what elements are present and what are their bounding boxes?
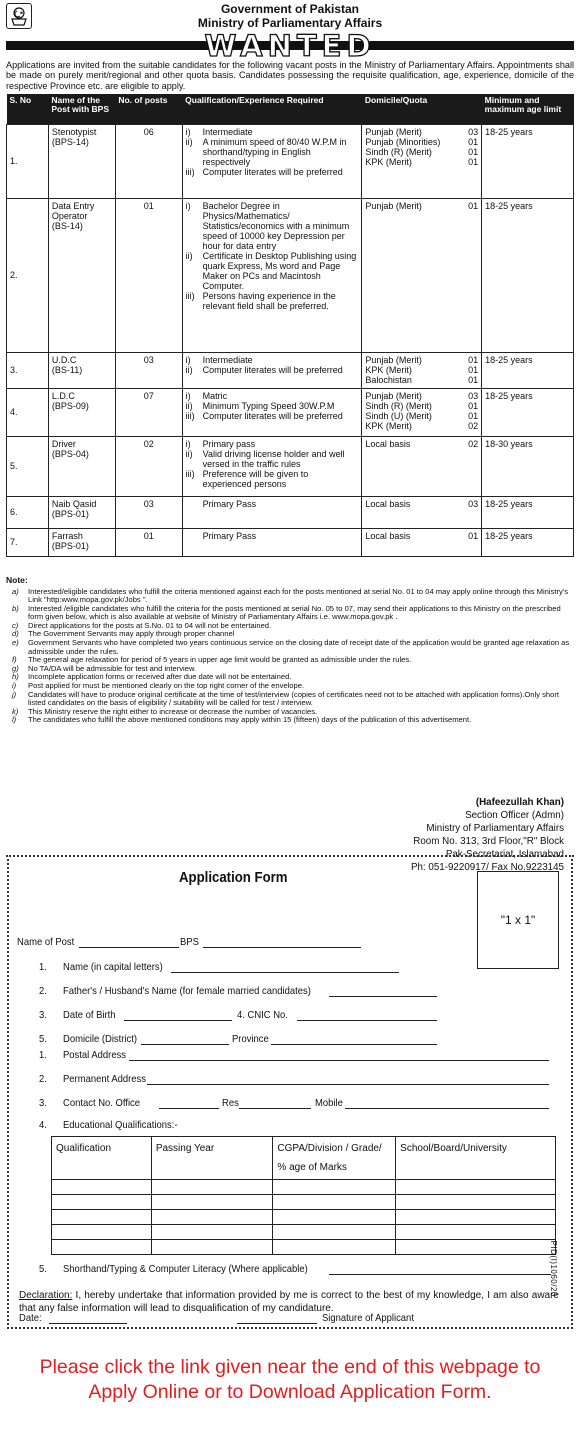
serial-number-cell: 4. bbox=[7, 388, 49, 436]
res-label: Res bbox=[222, 1097, 239, 1109]
qualification-item bbox=[186, 439, 359, 449]
post-bps: (BS-11) bbox=[51, 364, 83, 375]
father-name-label: Father's / Husband's Name (for female married candidates) bbox=[63, 985, 311, 997]
quota-count: 01 bbox=[468, 146, 479, 157]
qualification-number: i) bbox=[185, 354, 191, 365]
qualification-text: Primary pass bbox=[202, 438, 256, 449]
vacancy-table bbox=[6, 94, 574, 557]
quota-name: Sindh (R) (Merit) bbox=[365, 400, 432, 411]
qualification-item bbox=[186, 391, 359, 401]
note-letter: b) bbox=[12, 603, 19, 613]
education-cell[interactable] bbox=[273, 1225, 396, 1240]
quota-item bbox=[365, 157, 478, 167]
qualification-cell bbox=[182, 496, 362, 528]
age-limit-cell: 18-25 years bbox=[482, 388, 574, 436]
quota-cell bbox=[362, 388, 482, 436]
education-cell[interactable] bbox=[151, 1210, 273, 1225]
banner-line-2: Apply Online or to Download Application Form. bbox=[88, 1380, 492, 1403]
education-cell[interactable] bbox=[396, 1240, 556, 1255]
education-cell[interactable] bbox=[396, 1225, 556, 1240]
age-limit-cell: 18-25 years bbox=[482, 352, 574, 388]
quota-name: KPK (Merit) bbox=[365, 364, 412, 375]
qualification-number: ii) bbox=[185, 448, 193, 459]
education-cell[interactable] bbox=[273, 1240, 396, 1255]
education-column-header: Passing Year bbox=[151, 1137, 273, 1180]
qualification-text: Intermediate bbox=[202, 354, 253, 365]
qualification-cell bbox=[182, 436, 362, 496]
education-cell[interactable] bbox=[52, 1240, 152, 1255]
table-row bbox=[7, 496, 574, 528]
quota-count: 01 bbox=[468, 156, 479, 167]
column-header: Domicile/Quota bbox=[362, 94, 482, 124]
cnic-field[interactable] bbox=[297, 1020, 437, 1021]
note-text: Interested/eligible candidates who fulfill the criteria mentioned against each for the posts mentioned at serial No. 01 to 04 may apply online through this Ministry's Link "http:www.mopa.gov.pk/Jobs ". bbox=[28, 586, 569, 605]
education-cell[interactable] bbox=[396, 1195, 556, 1210]
photo-box: "1 x 1" bbox=[477, 871, 559, 969]
signatory-room: Room No. 313, 3rd Floor,"R" Block bbox=[413, 836, 564, 848]
pakistan-emblem-icon bbox=[6, 3, 32, 29]
quota-cell bbox=[362, 528, 482, 556]
education-cell[interactable] bbox=[52, 1195, 152, 1210]
quota-item bbox=[365, 201, 478, 211]
quota-name: Local basis bbox=[365, 438, 411, 449]
post-name: U.D.C bbox=[51, 354, 77, 365]
note-letter: h) bbox=[12, 672, 19, 682]
signatory-phone: Ph: 051-9220917/ Fax No.9223145 bbox=[410, 862, 564, 874]
cut-line bbox=[6, 855, 574, 857]
education-cell[interactable] bbox=[151, 1180, 273, 1195]
dob-field[interactable] bbox=[124, 1020, 232, 1021]
contact-label: Contact No. Office bbox=[63, 1097, 141, 1109]
education-cell[interactable] bbox=[273, 1180, 396, 1195]
post-count-cell: 01 bbox=[115, 528, 182, 556]
quota-name: Balochistan bbox=[365, 374, 412, 385]
bps-field[interactable] bbox=[203, 947, 361, 948]
education-cell[interactable] bbox=[396, 1180, 556, 1195]
province-field[interactable] bbox=[271, 1044, 437, 1045]
note-text: Direct applications for the posts at S.No. 01 to 04 will not be entertained. bbox=[28, 620, 272, 630]
quota-item bbox=[365, 355, 478, 365]
qualification-number: iii) bbox=[185, 166, 195, 177]
qualification-item bbox=[186, 365, 359, 375]
item-number: 5. bbox=[39, 1263, 47, 1275]
qualification-cell bbox=[182, 124, 362, 198]
post-name: Driver bbox=[51, 438, 76, 449]
note-item bbox=[6, 605, 574, 622]
quota-count: 03 bbox=[468, 498, 479, 509]
domicile-label: Domicile (District) bbox=[63, 1033, 138, 1045]
signatory-name: (Hafeezullah Khan) bbox=[475, 797, 564, 808]
qualification-item bbox=[186, 469, 359, 489]
post-cell bbox=[48, 198, 115, 352]
quota-name: KPK (Merit) bbox=[365, 156, 412, 167]
serial-number-cell: 3. bbox=[7, 352, 49, 388]
quota-item bbox=[365, 421, 478, 431]
application-form bbox=[7, 859, 573, 1329]
quota-count: 01 bbox=[468, 400, 479, 411]
serial-number-cell: 1. bbox=[7, 124, 49, 198]
note-item bbox=[6, 691, 574, 708]
age-limit-cell: 18-25 years bbox=[482, 496, 574, 528]
quota-count: 03 bbox=[468, 390, 479, 401]
qualification-text: Computer literates will be preferred bbox=[202, 166, 343, 177]
post-count-cell: 03 bbox=[115, 352, 182, 388]
post-count-cell: 06 bbox=[115, 124, 182, 198]
note-text: Government Servants who have completed two years continuous service on the closing date of receipt date of the application would be granted age relaxation as admissible under the rules. bbox=[28, 638, 570, 656]
post-bps: (BPS-14) bbox=[51, 136, 89, 147]
qualification-number: iii) bbox=[185, 468, 195, 479]
quota-name: Punjab (Merit) bbox=[365, 200, 422, 211]
qualification-number: iii) bbox=[185, 291, 195, 302]
qualification-cell bbox=[182, 388, 362, 436]
education-row bbox=[52, 1225, 556, 1240]
qualification-item bbox=[186, 291, 359, 311]
qualification-number: i) bbox=[185, 438, 191, 449]
qualification-number: i) bbox=[185, 390, 191, 401]
qualification-number bbox=[186, 499, 203, 509]
education-row bbox=[52, 1210, 556, 1225]
office-phone-field[interactable] bbox=[159, 1108, 219, 1109]
signatory-designation: Section Officer (Admn) bbox=[465, 810, 564, 822]
quota-cell bbox=[362, 436, 482, 496]
qualification-item bbox=[186, 411, 359, 421]
post-bps: (BPS-04) bbox=[51, 448, 89, 459]
qualification-item bbox=[186, 499, 359, 509]
note-text: Interested /eligible candidates who fulfill the criteria for the posts mentioned at serial No. 05 to 07, may send their applications to this Ministry on the prescribed form given below, which is also available at website of Ministry of Parliamentary Affairs i.e. www.mopa.gov.pk . bbox=[28, 603, 561, 622]
post-label: Name of Post bbox=[17, 936, 75, 948]
table-row bbox=[7, 436, 574, 496]
quota-cell bbox=[362, 198, 482, 352]
quota-item bbox=[365, 391, 478, 401]
postal-address-label: Postal Address bbox=[63, 1049, 127, 1061]
quota-count: 02 bbox=[468, 420, 479, 431]
qualification-text: Certificate in Desktop Publishing using quark Express, Ms word and Page Maker on PCs and Macintosh Computer. bbox=[202, 250, 357, 292]
quota-count: 02 bbox=[468, 438, 479, 449]
post-bps: (BPS-01) bbox=[51, 508, 89, 519]
note-text: The general age relaxation for period of 5 years in upper age limit would be granted as admissible under the rules. bbox=[28, 655, 412, 665]
quota-item bbox=[365, 127, 478, 137]
notes-title: Note: bbox=[6, 575, 28, 585]
table-row bbox=[7, 528, 574, 556]
education-cell[interactable] bbox=[52, 1180, 152, 1195]
quota-item bbox=[365, 365, 478, 375]
mobile-field[interactable] bbox=[345, 1108, 549, 1109]
qualification-text: Intermediate bbox=[202, 126, 253, 137]
qualification-number: i) bbox=[185, 126, 191, 137]
quota-name: Punjab (Merit) bbox=[365, 126, 422, 137]
qualification-number: iii) bbox=[185, 410, 195, 421]
intro-paragraph: Applications are invited from the suitable candidates for the following vacant posts in the Ministry of Parliamentary Affairs. Appointments shall be made on purely merit/regional and other quota basis. Candidates possessing the requisite qualification, age, experience, domicile of the respective Province etc. are eligible to apply. bbox=[6, 60, 574, 91]
post-cell bbox=[48, 352, 115, 388]
quota-count: 01 bbox=[468, 530, 479, 541]
cnic-label: 4. CNIC No. bbox=[237, 1009, 288, 1021]
quota-item bbox=[365, 375, 478, 385]
quota-item bbox=[365, 499, 478, 509]
item-number: 2. bbox=[39, 1073, 47, 1085]
ministry-title: Ministry of Parliamentary Affairs bbox=[197, 16, 383, 31]
quota-count: 01 bbox=[468, 136, 479, 147]
signature-label: Signature of Applicant bbox=[322, 1312, 414, 1324]
apply-online-banner bbox=[0, 1355, 580, 1405]
education-row bbox=[52, 1195, 556, 1210]
item-number: 4. bbox=[39, 1119, 47, 1131]
item-number: 5. bbox=[39, 1033, 47, 1045]
government-title: Government of Pakistan bbox=[220, 2, 360, 16]
permanent-address-field[interactable] bbox=[147, 1084, 549, 1085]
date-field[interactable] bbox=[49, 1323, 127, 1324]
education-label: Educational Qualifications:- bbox=[63, 1119, 178, 1131]
qualification-item bbox=[186, 167, 359, 177]
age-limit-cell: 18-30 years bbox=[482, 436, 574, 496]
domicile-field[interactable] bbox=[141, 1044, 229, 1045]
age-limit-cell: 18-25 years bbox=[482, 124, 574, 198]
qualification-text: Persons having experience in the relevant field shall be preferred. bbox=[202, 291, 336, 312]
qualification-cell bbox=[182, 528, 362, 556]
post-name: Farrash bbox=[51, 530, 83, 541]
father-name-field[interactable] bbox=[329, 996, 437, 997]
post-name: Naib Qasid bbox=[51, 498, 97, 509]
qualification-text: Primary Pass bbox=[202, 498, 257, 509]
education-row bbox=[52, 1180, 556, 1195]
note-text: The Government Servants may apply through proper channel bbox=[28, 629, 235, 639]
qualification-item bbox=[186, 137, 359, 167]
note-letter: f) bbox=[12, 655, 17, 665]
note-letter: l) bbox=[12, 715, 17, 725]
education-cell[interactable] bbox=[273, 1195, 396, 1210]
column-header: S. No bbox=[7, 94, 49, 124]
qualification-item bbox=[186, 201, 359, 251]
note-text: Incomplete application forms or received after due date will not be entertained. bbox=[28, 672, 292, 682]
post-count-cell: 01 bbox=[115, 198, 182, 352]
qualification-text: Matric bbox=[202, 390, 228, 401]
table-row bbox=[7, 388, 574, 436]
note-letter: c) bbox=[12, 620, 19, 630]
notes-section bbox=[6, 576, 574, 725]
education-cell[interactable] bbox=[396, 1210, 556, 1225]
qualification-number: ii) bbox=[185, 250, 193, 261]
qualification-item bbox=[186, 401, 359, 411]
qualification-text: A minimum speed of 80/40 W.P.M in shorthand/typing in English respectively bbox=[202, 136, 347, 167]
note-text: No TA/DA will be admissible for test and interview. bbox=[28, 663, 197, 673]
post-cell bbox=[48, 124, 115, 198]
column-header: Minimum and maximum age limit bbox=[482, 94, 574, 124]
quota-item bbox=[365, 439, 478, 449]
qualification-number: i) bbox=[185, 200, 191, 211]
quota-name: KPK (Merit) bbox=[365, 420, 412, 431]
serial-number-cell: 5. bbox=[7, 436, 49, 496]
qualification-item bbox=[186, 251, 359, 291]
quota-count: 01 bbox=[468, 354, 479, 365]
shorthand-label: Shorthand/Typing & Computer Literacy (Where applicable) bbox=[63, 1263, 308, 1275]
quota-item bbox=[365, 137, 478, 147]
note-text: Candidates will have to produce original certificate at the time of test/interview (copies of certificates need not to be attached with application forms).Only short listed candidates on the basis of eligibility / suitability will be called for test / interview. bbox=[28, 689, 559, 708]
quota-item bbox=[365, 147, 478, 157]
post-cell bbox=[48, 388, 115, 436]
column-header: Qualification/Experience Required bbox=[182, 94, 362, 124]
quota-name: Sindh (U) (Merit) bbox=[365, 410, 432, 421]
quota-cell bbox=[362, 124, 482, 198]
serial-number-cell: 7. bbox=[7, 528, 49, 556]
quota-count: 01 bbox=[468, 364, 479, 375]
serial-number-cell: 6. bbox=[7, 496, 49, 528]
item-number: 3. bbox=[39, 1097, 47, 1109]
note-text: This Ministry reserve the right either to increase or decrease the number of vacancies. bbox=[28, 706, 318, 716]
banner-line-1: Please click the link given near the end of this webpage to bbox=[39, 1356, 541, 1378]
qualification-number: ii) bbox=[185, 400, 193, 411]
qualification-cell bbox=[182, 352, 362, 388]
post-name: Data Entry Operator bbox=[51, 200, 95, 221]
declaration-text: I, hereby undertake that information provided by me is correct to the best of my knowledge, I am also aware that any false information will lead to disqualification of my candidature. bbox=[19, 1290, 559, 1314]
res-phone-field[interactable] bbox=[239, 1108, 311, 1109]
quota-name: Punjab (Minorities) bbox=[365, 136, 441, 147]
signature-line bbox=[237, 1323, 317, 1324]
education-column-header: CGPA/Division / Grade/ % age of Marks bbox=[273, 1137, 396, 1180]
note-item bbox=[6, 716, 574, 725]
post-bps: (BPS-01) bbox=[51, 540, 89, 551]
name-field[interactable] bbox=[171, 972, 399, 973]
age-limit-cell: 18-25 years bbox=[482, 528, 574, 556]
wanted-banner bbox=[6, 29, 574, 63]
date-label: Date: bbox=[19, 1312, 42, 1324]
education-column-header: Qualification bbox=[52, 1137, 152, 1180]
quota-count: 01 bbox=[468, 200, 479, 211]
education-cell[interactable] bbox=[151, 1225, 273, 1240]
quota-count: 01 bbox=[468, 374, 479, 385]
shorthand-field[interactable] bbox=[329, 1274, 551, 1275]
qualification-number bbox=[186, 531, 203, 541]
quota-name: Sindh (R) (Merit) bbox=[365, 146, 432, 157]
table-row bbox=[7, 352, 574, 388]
post-bps: (BS-14) bbox=[51, 220, 83, 231]
qualification-item bbox=[186, 355, 359, 365]
serial-number-cell: 2. bbox=[7, 198, 49, 352]
postal-address-field[interactable] bbox=[129, 1060, 549, 1061]
wanted-heading: WANTED bbox=[204, 29, 376, 63]
post-cell bbox=[48, 496, 115, 528]
education-row bbox=[52, 1240, 556, 1255]
age-limit-cell: 18-25 years bbox=[482, 198, 574, 352]
qualification-number: ii) bbox=[185, 364, 193, 375]
declaration bbox=[19, 1289, 559, 1315]
note-letter: g) bbox=[12, 663, 19, 673]
table-row bbox=[7, 198, 574, 352]
item-number: 2. bbox=[39, 985, 47, 997]
quota-name: Local basis bbox=[365, 530, 411, 541]
table-row bbox=[7, 124, 574, 198]
education-cell[interactable] bbox=[151, 1195, 273, 1210]
column-header: No. of posts bbox=[115, 94, 182, 124]
post-name: Stenotypist bbox=[51, 126, 97, 137]
name-label: Name (in capital letters) bbox=[63, 961, 163, 973]
education-column-header: School/Board/University bbox=[396, 1137, 556, 1180]
quota-item bbox=[365, 411, 478, 421]
qualification-text: Computer literates will be preferred bbox=[202, 410, 343, 421]
quota-count: 03 bbox=[468, 126, 479, 137]
permanent-address-label: Permanent Address bbox=[63, 1073, 146, 1085]
note-item bbox=[6, 639, 574, 656]
dob-label: Date of Birth bbox=[63, 1009, 116, 1021]
province-label: Province bbox=[232, 1033, 269, 1045]
post-count-cell: 07 bbox=[115, 388, 182, 436]
education-table bbox=[51, 1136, 556, 1255]
note-letter: e) bbox=[12, 638, 19, 648]
qualification-item bbox=[186, 449, 359, 469]
post-count-cell: 03 bbox=[115, 496, 182, 528]
mobile-label: Mobile bbox=[315, 1097, 343, 1109]
qualification-cell bbox=[182, 198, 362, 352]
qualification-text: Minimum Typing Speed 30W.P.M bbox=[202, 400, 335, 411]
quota-count: 01 bbox=[468, 410, 479, 421]
post-bps: (BPS-09) bbox=[51, 400, 89, 411]
column-header: Name of the Post with BPS bbox=[48, 94, 115, 124]
education-cell[interactable] bbox=[52, 1225, 152, 1240]
qualification-text: Preference will be given to experienced persons bbox=[202, 468, 309, 489]
note-letter: j) bbox=[12, 689, 17, 699]
education-cell[interactable] bbox=[273, 1210, 396, 1225]
post-cell bbox=[48, 436, 115, 496]
post-count-cell: 02 bbox=[115, 436, 182, 496]
form-title: Application Form bbox=[179, 869, 288, 886]
declaration-title: Declaration: bbox=[19, 1290, 73, 1301]
qualification-text: Computer literates will be preferred bbox=[202, 364, 343, 375]
signatory-ministry: Ministry of Parliamentary Affairs bbox=[426, 823, 564, 835]
item-number: 3. bbox=[39, 1009, 47, 1021]
education-cell[interactable] bbox=[52, 1210, 152, 1225]
bps-label: BPS bbox=[180, 936, 199, 948]
post-name: L.D.C bbox=[51, 390, 75, 401]
note-text: Post applied for must be mentioned clearly on the top right corner of the envelope. bbox=[28, 680, 305, 690]
quota-name: Punjab (Merit) bbox=[365, 354, 422, 365]
qualification-text: Valid driving license holder and well versed in the traffic rules bbox=[202, 448, 345, 469]
note-letter: i) bbox=[12, 680, 17, 690]
post-field[interactable] bbox=[79, 947, 179, 948]
quota-cell bbox=[362, 352, 482, 388]
qualification-text: Bachelor Degree in Physics/Mathematics/ Statistics/economics with a minimum speed of 10000 key Depression per hour for data entry bbox=[202, 200, 350, 251]
qualification-number: ii) bbox=[185, 136, 193, 147]
education-cell[interactable] bbox=[151, 1240, 273, 1255]
note-letter: k) bbox=[12, 706, 19, 716]
qualification-text: Primary Pass bbox=[202, 530, 257, 541]
signatory-secretariat: Pak-Secretariat, Islamabad bbox=[445, 849, 564, 861]
note-item bbox=[6, 588, 574, 605]
post-cell bbox=[48, 528, 115, 556]
note-text: The candidates who fulfill the above mentioned conditions may apply within 15 (fifteen) days of the publication of this advertisement. bbox=[28, 715, 472, 725]
qualification-item bbox=[186, 127, 359, 137]
quota-cell bbox=[362, 496, 482, 528]
note-letter: d) bbox=[12, 629, 19, 639]
quota-name: Local basis bbox=[365, 498, 411, 509]
quota-item bbox=[365, 401, 478, 411]
qualification-item bbox=[186, 531, 359, 541]
advert-code: PID(I)1060/20 bbox=[548, 1240, 558, 1297]
item-number: 1. bbox=[39, 961, 47, 973]
note-letter: a) bbox=[12, 586, 19, 596]
quota-item bbox=[365, 531, 478, 541]
item-number: 1. bbox=[39, 1049, 47, 1061]
quota-name: Punjab (Merit) bbox=[365, 390, 422, 401]
